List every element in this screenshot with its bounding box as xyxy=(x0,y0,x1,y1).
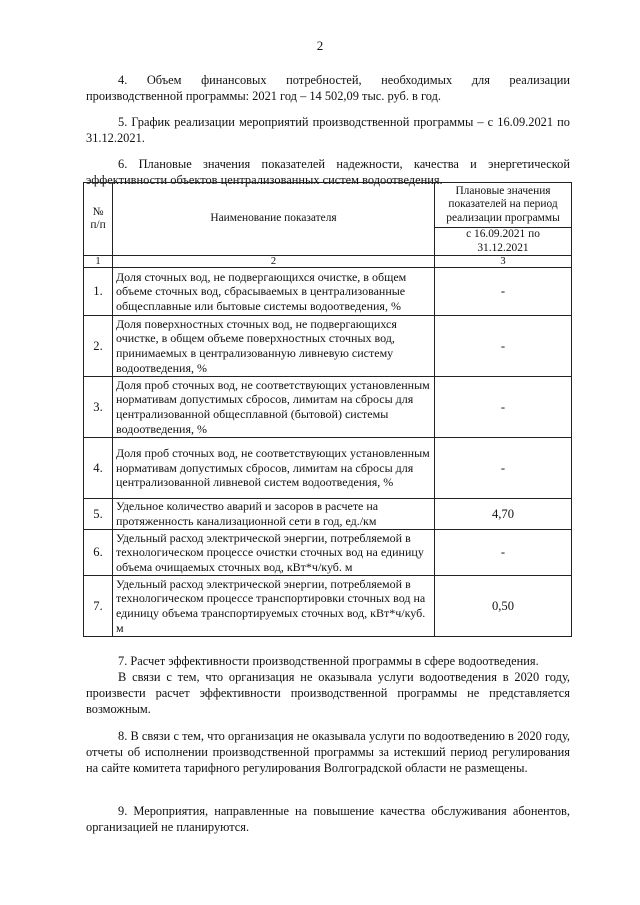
index-cell: 2 xyxy=(113,256,435,268)
table-row xyxy=(84,316,572,377)
table-row xyxy=(84,377,572,438)
row-name: Удельное количество аварий и засоров в расчете на протяженность канализационной сети в год, ед./км xyxy=(113,499,435,530)
paragraph-schedule: 5. График реализации мероприятий производственной программы – с 16.09.2021 по 31.12.2021. xyxy=(86,115,570,146)
table-row xyxy=(84,530,572,576)
row-number: 1. xyxy=(84,268,113,316)
paragraph-reports: 8. В связи с тем, что организация не оказывала услуги по водоотведению в 2020 году, отчеты об исполнении производственной программы за истекший период регулирования на сайте комитета тарифного регулирования Волгоградской области не размещены. xyxy=(86,729,570,776)
row-number: 6. xyxy=(84,530,113,576)
paragraph-service-quality: 9. Мероприятия, направленные на повышение качества обслуживания абонентов, организацией не планируются. xyxy=(86,804,570,835)
row-value: - xyxy=(435,377,572,438)
row-number: 3. xyxy=(84,377,113,438)
row-value: 0,50 xyxy=(435,576,572,637)
indicators-table xyxy=(83,182,572,637)
row-name: Доля поверхностных сточных вод, не подвергающихся очистке, в общем объеме поверхностных сточных вод, принимаемых в централизованную ливневую систему водоотведения, % xyxy=(113,316,435,377)
table-row xyxy=(84,499,572,530)
index-cell: 1 xyxy=(84,256,113,268)
row-name: Доля проб сточных вод, не соответствующих установленным нормативам допустимых сбросов, лимитам на сбросы для централизованной общесплавной (бытовой) системы водоотведения, % xyxy=(113,377,435,438)
row-value: - xyxy=(435,268,572,316)
row-number: 4. xyxy=(84,438,113,499)
row-name: Доля сточных вод, не подвергающихся очистке, в общем объеме сточных вод, сбрасываемых в централизованные общесплавные или бытовые системы водоотведения, % xyxy=(113,268,435,316)
paragraph-financing: 4. Объем финансовых потребностей, необходимых для реализации производственной программы: 2021 год – 14 502,09 тыс. руб. в год. xyxy=(86,73,570,104)
row-value: - xyxy=(435,438,572,499)
row-value: - xyxy=(435,316,572,377)
row-name: Удельный расход электрической энергии, потребляемой в технологическом процессе очистки сточных вод на единицу объема очищаемых сточных вод, кВт*ч/куб. м xyxy=(113,530,435,576)
row-value: 4,70 xyxy=(435,499,572,530)
table-header-plan: Плановые значения показателей на период реализации программы xyxy=(435,183,572,228)
paragraph-indicators: 6. Плановые значения показателей надежности, качества и энергетической эффективности объектов централизованных систем водоотведения. xyxy=(86,157,570,188)
table-row xyxy=(84,576,572,637)
row-value: - xyxy=(435,530,572,576)
table-header-period: с 16.09.2021 по 31.12.2021 xyxy=(435,228,572,256)
row-number: 7. xyxy=(84,576,113,637)
table-row xyxy=(84,268,572,316)
row-number: 5. xyxy=(84,499,113,530)
row-number: 2. xyxy=(84,316,113,377)
row-name: Доля проб сточных вод, не соответствующих установленным нормативам допустимых сбросов, лимитам на сбросы для централизованной ливневой систем водоотведения, % xyxy=(113,438,435,499)
row-name: Удельный расход электрической энергии, потребляемой в технологическом процессе транспортировки сточных вод на единицу объема транспортируемых сточных вод, кВт*ч/куб. м xyxy=(113,576,435,637)
paragraph-efficiency-note: В связи с тем, что организация не оказывала услуги водоотведения в 2020 году, произвести расчет эффективности производственной программы не представляется возможным. xyxy=(86,670,570,717)
page-number: 2 xyxy=(316,38,324,53)
table-row xyxy=(84,438,572,499)
table-index-row xyxy=(84,256,572,268)
table-header-name: Наименование показателя xyxy=(113,183,435,256)
table-header-number: № п/п xyxy=(84,183,113,256)
paragraph-efficiency-title: 7. Расчет эффективности производственной программы в сфере водоотведения. xyxy=(118,654,539,669)
index-cell: 3 xyxy=(435,256,572,268)
